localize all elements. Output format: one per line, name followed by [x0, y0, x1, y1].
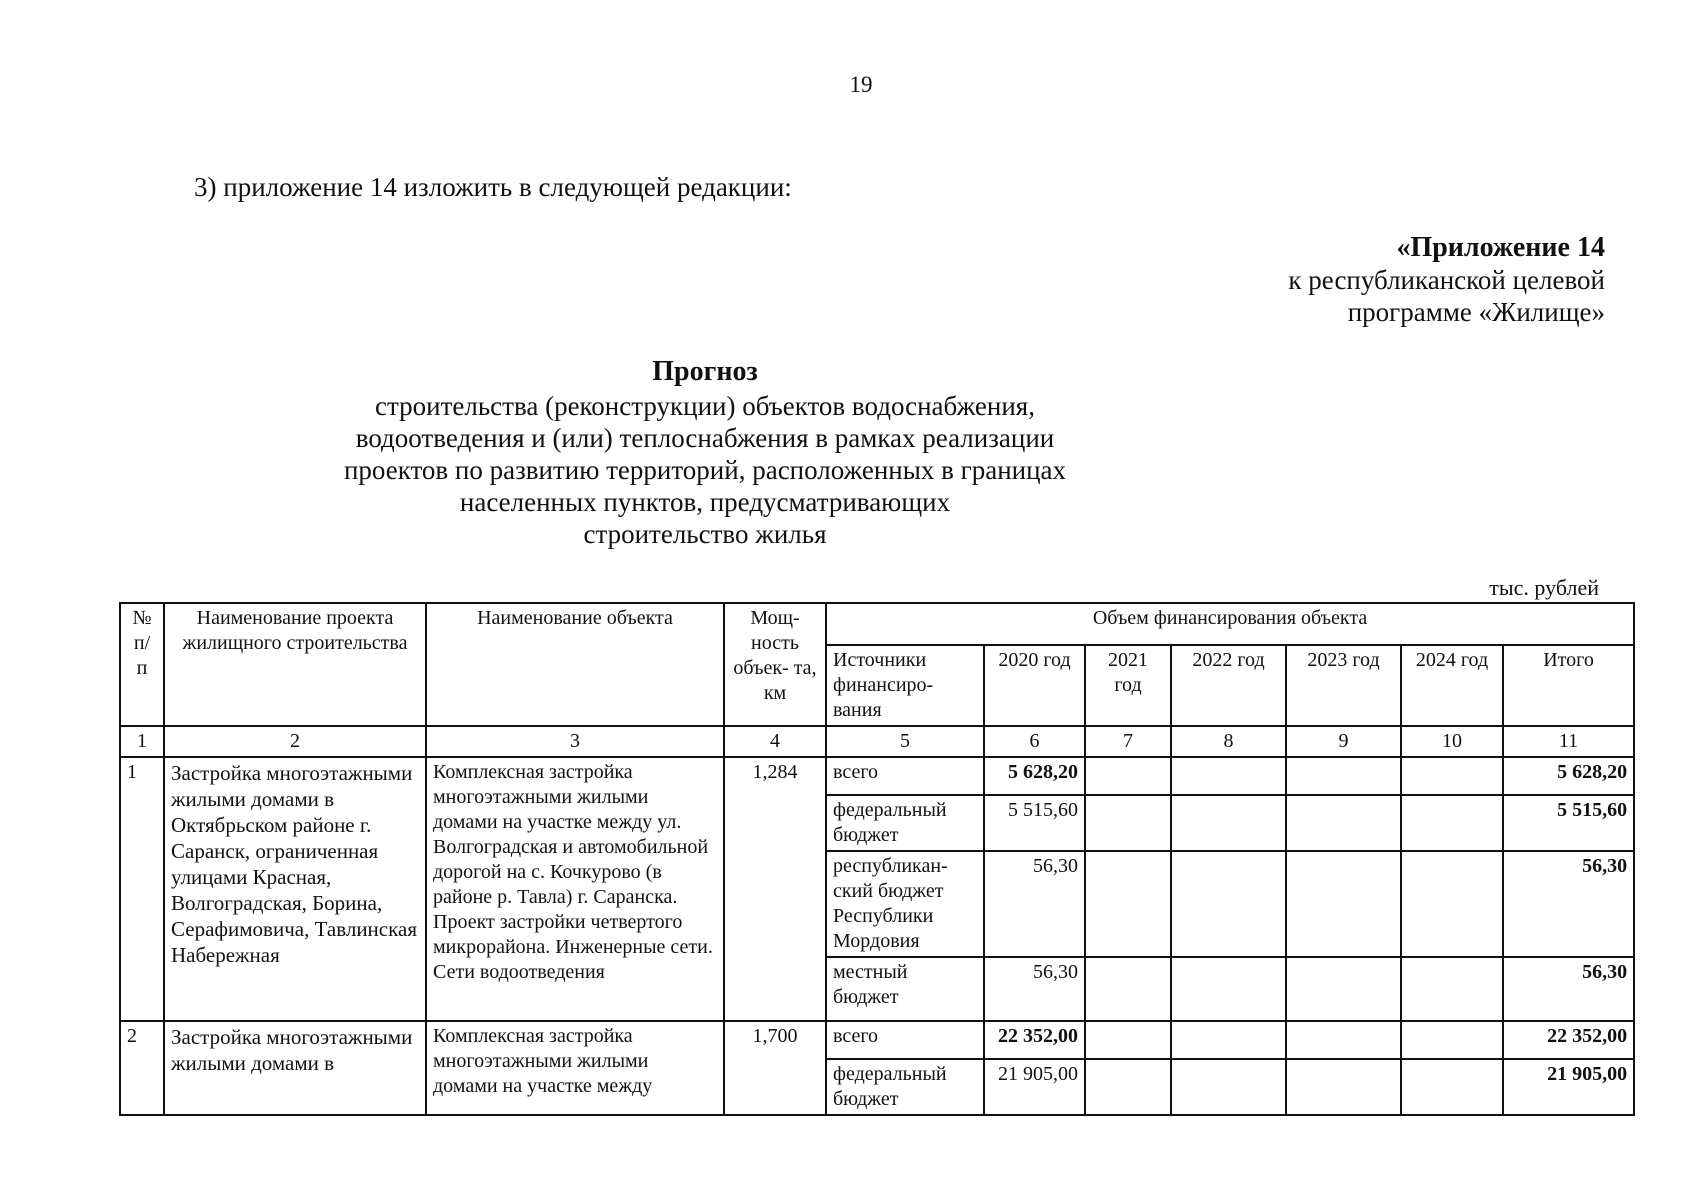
value-2020: 21 905,00	[984, 1059, 1085, 1115]
document-title	[0, 356, 1410, 550]
value-total: 22 352,00	[1503, 1021, 1634, 1059]
table-row	[120, 757, 1634, 795]
source-name: федеральный бюджет	[826, 1059, 984, 1115]
value-2022	[1171, 1021, 1286, 1059]
value-2021	[1085, 851, 1171, 957]
header-sources: Источники финансиро- вания	[826, 645, 984, 726]
row-num: 2	[120, 1021, 164, 1115]
value-2023	[1286, 851, 1401, 957]
value-2024	[1401, 1059, 1503, 1115]
value-2024	[1401, 851, 1503, 957]
source-name: местный бюджет	[826, 957, 984, 1021]
value-2020: 22 352,00	[984, 1021, 1085, 1059]
row-num: 1	[120, 757, 164, 1021]
value-2021	[1085, 1021, 1171, 1059]
title-main: Прогноз	[652, 356, 758, 387]
row-project: Застройка многоэтажными жилыми домами в	[164, 1021, 426, 1115]
title-line: строительство жилья	[583, 519, 827, 549]
appendix-heading: «Приложение 14	[1396, 232, 1605, 263]
source-name: федеральный бюджет	[826, 795, 984, 851]
col-number: 3	[426, 726, 724, 757]
table-row	[120, 1021, 1634, 1059]
header-financing: Объем финансирования объекта	[826, 603, 1634, 645]
value-2020: 5 515,60	[984, 795, 1085, 851]
value-total: 5 628,20	[1503, 757, 1634, 795]
row-object: Комплексная застройка многоэтажными жилыми домами на участке между ул. Волгоградская и автомобильной дорогой на с. Кочкурово (в районе р. Тавла) г. Саранска. Проект застройки четвертого микрорайона. Инженерные сети. Сети водоотведения	[426, 757, 724, 1021]
units-label: тыс. рублей	[1489, 575, 1599, 600]
header-num: № п/ п	[120, 603, 164, 726]
header-year-2020: 2020 год	[984, 645, 1085, 726]
value-2023	[1286, 1021, 1401, 1059]
source-name: всего	[826, 757, 984, 795]
value-2024	[1401, 795, 1503, 851]
col-number: 1	[120, 726, 164, 757]
source-name: всего	[826, 1021, 984, 1059]
value-2022	[1171, 957, 1286, 1021]
value-2024	[1401, 757, 1503, 795]
title-line: населенных пунктов, предусматривающих	[459, 487, 951, 517]
title-line: проектов по развитию территорий, расположенных в границах	[343, 455, 1067, 485]
value-total: 21 905,00	[1503, 1059, 1634, 1115]
value-total: 5 515,60	[1503, 795, 1634, 851]
title-line: строительства (реконструкции) объектов водоснабжения,	[375, 391, 1035, 421]
header-total: Итого	[1503, 645, 1634, 726]
col-number: 4	[724, 726, 826, 757]
value-2020: 56,30	[984, 957, 1085, 1021]
value-2020: 5 628,20	[984, 757, 1085, 795]
header-year-2024: 2024 год	[1401, 645, 1503, 726]
title-line: водоотведения и (или) теплоснабжения в рамках реализации	[355, 423, 1055, 453]
col-number: 11	[1503, 726, 1634, 757]
col-number: 2	[164, 726, 426, 757]
col-number: 9	[1286, 726, 1401, 757]
header-object: Наименование объекта	[426, 603, 724, 726]
header-year-2022: 2022 год	[1171, 645, 1286, 726]
row-capacity: 1,700	[724, 1021, 826, 1115]
value-2023	[1286, 957, 1401, 1021]
value-total: 56,30	[1503, 851, 1634, 957]
value-2024	[1401, 1021, 1503, 1059]
appendix-header	[1288, 232, 1605, 328]
header-year-2021: 2021 год	[1085, 645, 1171, 726]
value-2021	[1085, 795, 1171, 851]
value-2022	[1171, 1059, 1286, 1115]
value-2021	[1085, 1059, 1171, 1115]
row-capacity: 1,284	[724, 757, 826, 1021]
header-project: Наименование проекта жилищного строительства	[164, 603, 426, 726]
value-2021	[1085, 957, 1171, 1021]
appendix-line-2: программе «Жилище»	[1347, 297, 1605, 327]
appendix-line-1: к республиканской целевой	[1288, 265, 1605, 295]
col-number: 8	[1171, 726, 1286, 757]
value-2022	[1171, 851, 1286, 957]
value-2020: 56,30	[984, 851, 1085, 957]
header-year-2023: 2023 год	[1286, 645, 1401, 726]
col-number: 5	[826, 726, 984, 757]
source-name: республикан- ский бюджет Республики Мордовия	[826, 851, 984, 957]
value-2023	[1286, 757, 1401, 795]
value-2023	[1286, 795, 1401, 851]
col-number: 10	[1401, 726, 1503, 757]
value-2024	[1401, 957, 1503, 1021]
intro-text: 3) приложение 14 изложить в следующей редакции:	[194, 172, 792, 202]
header-capacity: Мощ- ность объек- та, км	[724, 603, 826, 726]
row-object: Комплексная застройка многоэтажными жилыми домами на участке между	[426, 1021, 724, 1115]
col-number: 7	[1085, 726, 1171, 757]
value-total: 56,30	[1503, 957, 1634, 1021]
value-2021	[1085, 757, 1171, 795]
row-project: Застройка многоэтажными жилыми домами в Октябрьском районе г. Саранск, ограниченная улицами Красная, Волгоградская, Борина, Серафимовича, Тавлинская Набережная	[164, 757, 426, 1021]
forecast-table	[119, 602, 1635, 1116]
col-number: 6	[984, 726, 1085, 757]
value-2023	[1286, 1059, 1401, 1115]
value-2022	[1171, 757, 1286, 795]
page-number: 19	[849, 72, 873, 97]
value-2022	[1171, 795, 1286, 851]
